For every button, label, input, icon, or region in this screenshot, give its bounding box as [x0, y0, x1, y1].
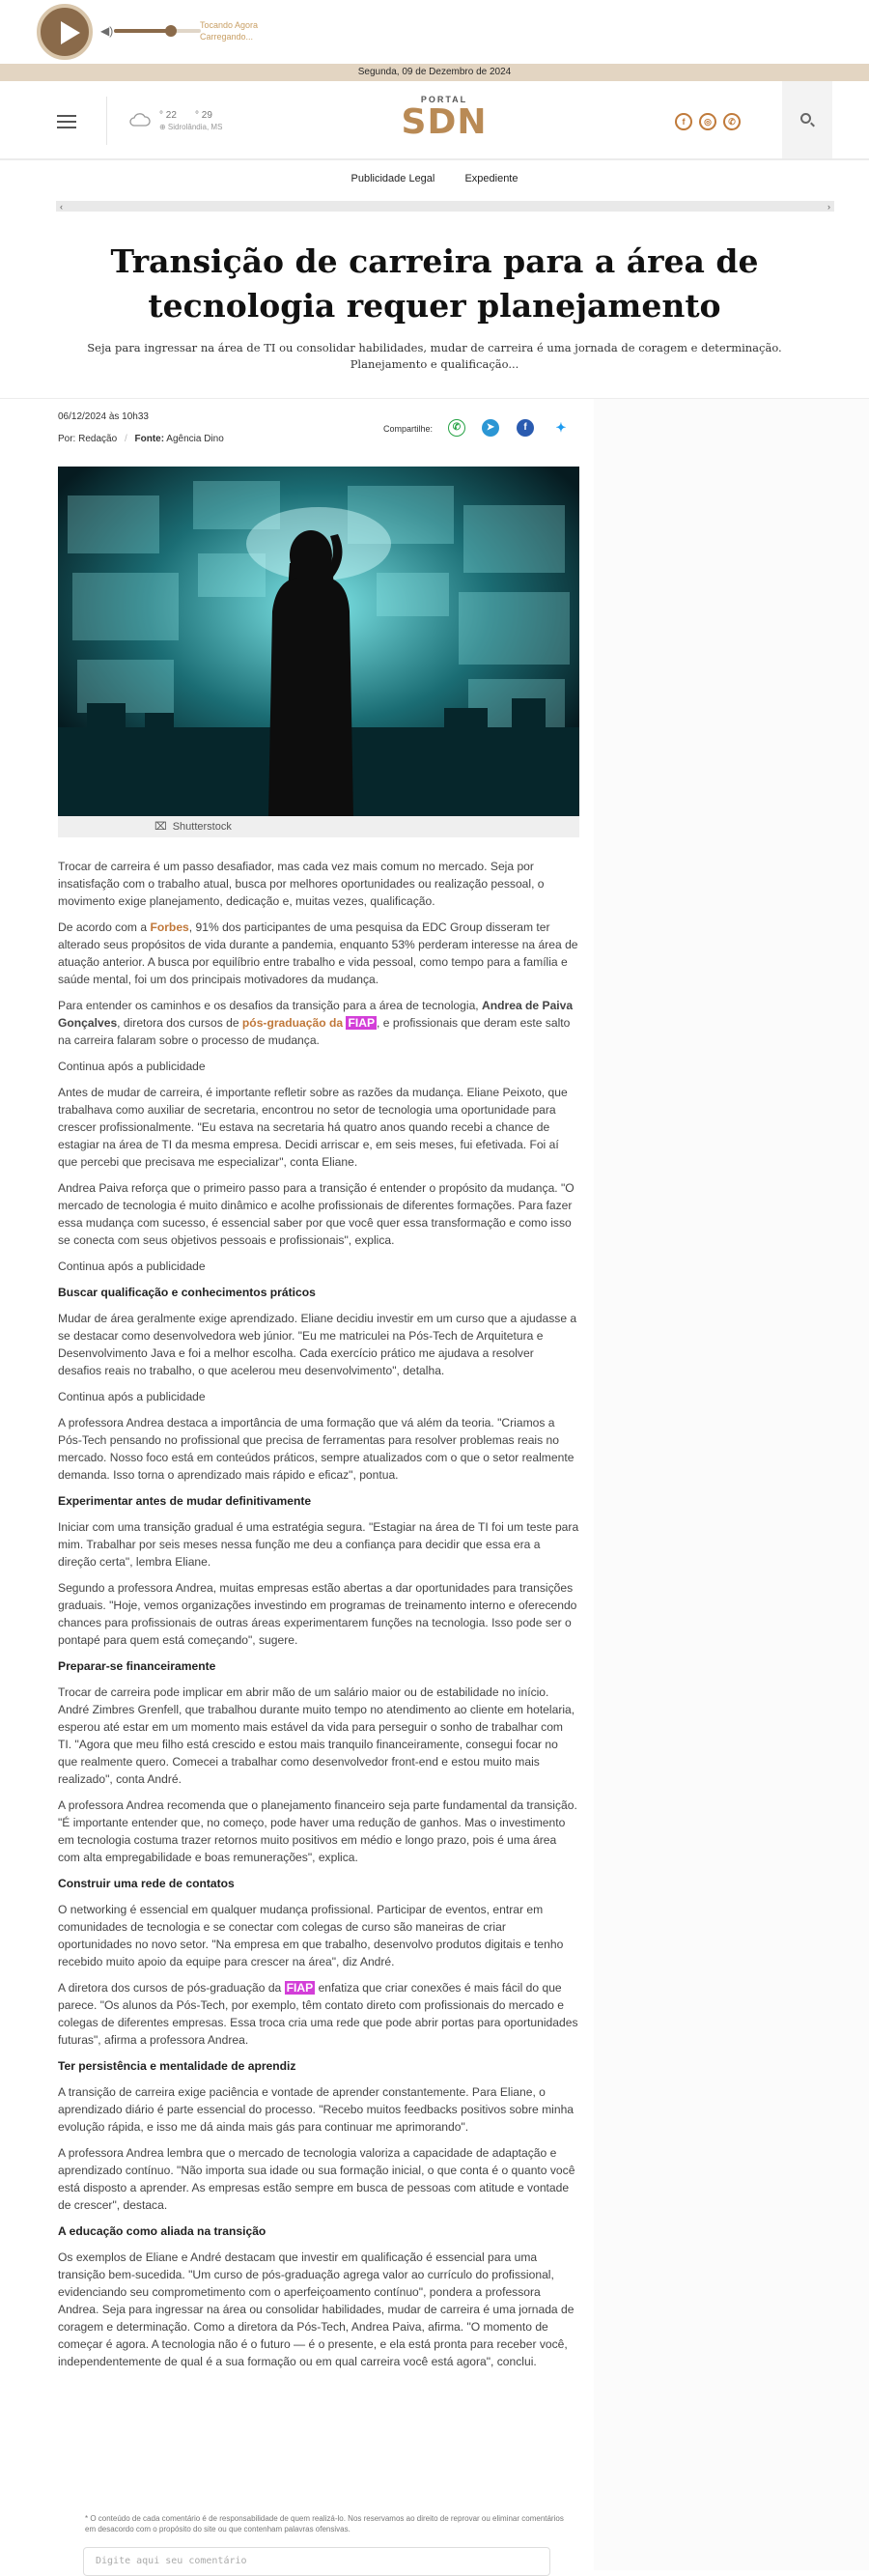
whatsapp-icon[interactable]: ✆ [723, 113, 741, 130]
andrea-name: Andrea de Paiva Gonçalves [58, 999, 574, 1030]
camera-icon: ⌧ [154, 821, 167, 833]
sidebar [594, 399, 869, 2570]
share-whatsapp-icon[interactable]: ✆ [448, 419, 465, 437]
author: Redação [78, 434, 118, 444]
paragraph: Mudar de área geralmente exige aprendizado. Eliane decidiu investir em um curso que a ajudasse a se destacar como desenvolvedora web júnior. "Eu me matriculei na Pós-Tech de Arquitetura e Desenvolvimento Java e foi a melhor escolha. Cada exercício prático me ajudava a resolver desafios reais no trabalho, o que acelerou meu desenvolvimento", detalha. [58, 1312, 577, 1377]
paragraph: De acordo com a Forbes, 91% dos participantes de uma pesquisa da EDC Group disseram ter alterado seus propósitos de vida durante a pandemia, enquanto 53% perderam interesse na área de atuação anterior. A busca por equilíbrio entre trabalho e vida pessoal, como tempo para a família e saúde mental, foi um dos principais motivadores da mudança. [58, 920, 578, 986]
cloud-icon [129, 113, 151, 127]
menu-icon[interactable] [57, 115, 76, 128]
nav-item-expediente[interactable]: Expediente [464, 173, 519, 184]
paragraph: Antes de mudar de carreira, é importante refletir sobre as razões da mudança. Eliane Peixoto, que trabalhava como auxiliar de secretaria, encontrou no setor de tecnologia uma oportunidade para crescer profissionalmente. "Eu estava na secretaria há quatro anos quando recebi a chance de estagiar na área de TI da mesma empresa. Decidi arriscar e, em seis meses, fui efetivada. Foi aí que percebi que precisava me especializar", conta Eliane. [58, 1086, 568, 1169]
article-subtitle: Seja para ingressar na área de TI ou consolidar habilidades, mudar de carreira é uma jornada de coragem e determinação. Planejamento e qualificação... [87, 341, 782, 371]
nav-scrollbar[interactable] [0, 196, 869, 212]
publish-date: 06/12/2024 às 10h33 [58, 411, 149, 422]
logo-portal-text: PORTAL [420, 95, 468, 104]
search-button[interactable] [782, 81, 832, 158]
temp-min: ° 22 [159, 110, 177, 121]
now-playing-label: Tocando Agora [200, 20, 259, 30]
paragraph: Iniciar com uma transição gradual é uma estratégia segura. "Estagiar na área de TI foi um teste para mim. Trabalhar por seis meses nessa função me deu a confiança para decidir que essa era a direção certa", lembra Eliane. [58, 1520, 579, 1569]
play-icon [61, 21, 80, 44]
paragraph: A transição de carreira exige paciência e vontade de aprender constantemente. Para Eliane, o aprendizado diário é parte essencial do processo. "Recebo muitos feedbacks positivos sobre minha evolução rápida, e isso me dá ainda mais gás para continuar me aprimorando". [58, 2085, 575, 2134]
paragraph: A professora Andrea recomenda que o planejamento financeiro seja parte fundamental da transição. "É importante entender que, no começo, pode haver uma redução de ganhos. Mas o investimento em tecnologia costuma trazer retornos muito positivos em médio e longo prazo, pois é uma área com alta empregabilidade e boas remunerações", explica. [58, 1798, 577, 1864]
site-header [0, 81, 869, 160]
instagram-icon[interactable]: ◎ [699, 113, 716, 130]
ad-notice: Continua após a publicidade [58, 1390, 206, 1403]
radio-player [0, 0, 869, 64]
fiap-link[interactable]: FIAP [286, 1981, 314, 1995]
search-icon [800, 113, 811, 124]
image-caption [58, 816, 579, 837]
section-heading: A educação como aliada na transição [58, 2224, 266, 2238]
temp-max: ° 29 [195, 110, 212, 121]
chevron-right-icon[interactable]: › [827, 202, 830, 212]
section-heading: Preparar-se financeiramente [58, 1659, 216, 1673]
share-label: Compartilhe: [383, 424, 434, 434]
ad-notice: Continua após a publicidade [58, 1060, 206, 1073]
volume-slider[interactable] [114, 29, 201, 33]
forbes-link[interactable]: Forbes [150, 920, 189, 934]
by-label: Por: [58, 434, 76, 444]
nav-scroll-track[interactable] [56, 201, 834, 212]
paragraph: Andrea Paiva reforça que o primeiro passo para a transição é entender o propósito da mudança. "O mercado de tecnologia é muito dinâmico e acolhe profissionais de diferentes formações. Para fazer essa mudança com sucesso, é essencial saber por que você quer essa transformação e como isso se conecta com seus objetivos pessoais e profissionais", explica. [58, 1181, 575, 1247]
paragraph: Trocar de carreira pode implicar em abrir mão de um salário maior ou de estabilidade no início. André Zimbres Grenfell, que trabalhou durante muito tempo no atendimento ao cliente em hotelaria, esperou até estar em um momento mais estável da vida para perseguir o sonho de trabalhar com TI. "Agora que meu filho está crescido e estou mais tranquilo financeiramente, consegui focar no que realmente quero. Comecei a trabalhar como desenvolvedor front-end e estou muito mais realizado", conta André. [58, 1685, 575, 1786]
play-button[interactable] [37, 4, 93, 60]
paragraph: Para entender os caminhos e os desafios da transição para a área de tecnologia, Andrea de Paiva Gonçalves, diretora dos cursos de pós-graduação da FIAP , e profissionais que deram este salto na carreira falaram sobre o processo de mudança. [58, 999, 574, 1047]
section-heading: Ter persistência e mentalidade de aprendiz [58, 2059, 296, 2073]
pos-graduacao-link[interactable]: pós-graduação da [241, 1016, 344, 1030]
comment-input[interactable]: Digite aqui seu comentário [83, 2547, 550, 2576]
volume-icon[interactable]: ◀) [100, 24, 114, 38]
source: Agência Dino [166, 434, 224, 444]
fiap-link[interactable]: FIAP [348, 1016, 376, 1030]
now-playing-status: Carregando... [200, 32, 254, 42]
paragraph: Segundo a professora Andrea, muitas empresas estão abertas a dar oportunidades para transições graduais. "Hoje, vemos organizações investindo em programas de treinamento interno e oferecendo chances para profissionais de outras áreas experimentarem funções na tecnologia. Isso pode ser o pontapé para quem está começando", sugere. [58, 1581, 577, 1647]
chevron-left-icon[interactable]: ‹ [60, 202, 63, 212]
top-nav [0, 166, 869, 191]
facebook-icon[interactable]: f [675, 113, 692, 130]
paragraph: Trocar de carreira é um passo desafiador, mas cada vez mais comum no mercado. Seja por insatisfação com o trabalho atual, busca por melhores oportunidades ou realização pessoal, o movimento exige planejamento, dedicação e, muitas vezes, qualificação. [58, 860, 545, 908]
site-logo[interactable] [391, 95, 497, 147]
volume-knob[interactable] [165, 25, 177, 37]
paragraph: A professora Andrea destaca a importância de uma formação que vá além da teoria. "Criamos a Pós-Tech pensando no profissional que precisa de ferramentas para resolver problemas reais no mercado. Nosso foco está em conteúdos práticos, sempre atualizados com o que o setor realmente demanda. Isso torna o aprendizado mais rápido e eficaz", pontua. [58, 1416, 575, 1482]
comments-disclaimer: * O conteúdo de cada comentário é de responsabilidade de quem realizá-lo. Nos reservamos ao direito de reprovar ou eliminar comentários em desacordo com o propósito do site ou que contenham palavras ofensivas. [85, 2514, 564, 2534]
weather-city: ⊕ Sidrolândia, MS [159, 123, 223, 131]
section-heading: Buscar qualificação e conhecimentos práticos [58, 1286, 316, 1299]
byline: Por: Redação / Fonte: Agência Dino [58, 434, 224, 444]
header-divider [106, 97, 107, 145]
section-heading: Construir uma rede de contatos [58, 1877, 235, 1890]
page-title: Transição de carreira para a área de tecnologia requer planejamento [110, 242, 759, 325]
article-image-illustration [58, 467, 579, 816]
logo-sdn-text: SDN [401, 102, 488, 142]
article-body [58, 858, 579, 2379]
section-heading: Experimentar antes de mudar definitivamente [58, 1494, 312, 1508]
share-telegram-icon[interactable]: ➤ [482, 419, 499, 437]
nav-item-publicidade-legal[interactable]: Publicidade Legal [350, 173, 435, 184]
paragraph: A professora Andrea lembra que o mercado de tecnologia valoriza a capacidade de adaptação e aprendizado contínuo. "Não importa sua idade ou sua formação inicial, o que conta é o quanto você está disposto a aprender. As empresas estão sempre em busca de pessoas com atitude e vontade de crescer", destaca. [58, 2146, 575, 2212]
ad-notice: Continua após a publicidade [58, 1260, 206, 1273]
paragraph: O networking é essencial em qualquer mudança profissional. Participar de eventos, entrar em comunidades de tecnologia e se conectar com colegas de curso são maneiras de criar oportunidades no novo setor. "Na empresa em que trabalho, desenvolvo produtos digitais e tenho recebido muito apoio da equipe para crescer na área", diz André. [58, 1903, 564, 1968]
source-label: Fonte: [134, 434, 165, 444]
article-image [58, 467, 579, 816]
caption-text: Shutterstock [172, 821, 232, 833]
paragraph: A diretora dos cursos de pós-graduação da FIAP enfatiza que criar conexões é mais fácil do que parece. "Os alunos da Pós-Tech, por exemplo, têm contato direto com profissionais do mercado e colegas de diferentes empresas. Essa troca cria uma rede que pode abrir portas para oportunidades futuras", afirma a professora Andrea. [58, 1981, 578, 2047]
date-bar: Segunda, 09 de Dezembro de 2024 [0, 64, 869, 81]
volume-fill [114, 29, 171, 33]
paragraph: Os exemplos de Eliane e André destacam que investir em qualificação é essencial para uma transição bem-sucedida. "Um curso de pós-graduação agrega valor ao currículo do profissional, evidenciando seu comprometimento com o aperfeiçoamento contínuo", pondera a professora Andrea. Seja para ingressar na área ou consolidar habilidades, mudar de carreira é uma jornada de coragem e determinação. Como a diretora da Pós-Tech, Andrea Paiva, afirma. "O momento de começar é agora. A tecnologia não é o futuro — é o presente, e ela está pronta para receber você, independentemente de qual é a sua formação ou em qual carreira você está agora", conclui. [58, 2250, 575, 2368]
share-facebook-icon[interactable]: f [517, 419, 534, 437]
share-twitter-icon[interactable]: ✦ [552, 419, 570, 437]
